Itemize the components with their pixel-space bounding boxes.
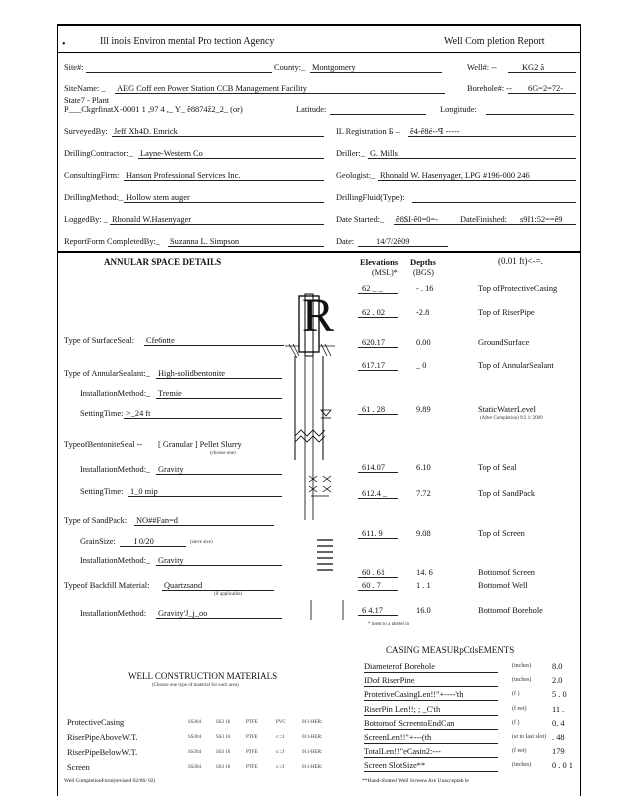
depth-value[interactable]: 1 . 1 [416, 581, 431, 590]
casing-underline [364, 715, 498, 716]
elevation-underline [358, 414, 398, 415]
footer-form: Well CompletionForm(revised 02/06/ 02) [64, 778, 156, 784]
material-option[interactable]: SS304 [188, 720, 202, 725]
material-option[interactable]: c:::J [276, 735, 285, 740]
casing-row-label: ScreenLen!!"+---(th [364, 733, 432, 742]
county-label: County:_ [274, 63, 306, 72]
report-label: ReportForm CompletedBy:_ [64, 237, 161, 246]
grain-note: (sieve size) [190, 540, 213, 545]
setting1-underline [124, 418, 282, 419]
col-elevations-sub: (MSL)* [372, 268, 398, 277]
sandpack-value[interactable]: NO##Fan=d [136, 516, 178, 525]
logged-label: LoggedBy: _ [64, 215, 108, 224]
elevation-underline [358, 498, 398, 499]
casing-row-unit: (f eet) [512, 705, 527, 712]
borehole-underline [508, 93, 576, 94]
elevation-underline [358, 538, 398, 539]
finished-value[interactable]: s9I1:52==ê9 [520, 215, 563, 224]
section-divider [57, 251, 580, 253]
casing-row-value[interactable]: 5 . 0 [552, 690, 567, 700]
elevation-underline [358, 615, 398, 616]
material-option[interactable]: c:::J [276, 765, 285, 770]
elevation-underline [358, 472, 398, 473]
casing-row-label: ProtetiveCasingLen!!"+----'th [364, 690, 464, 700]
casing-row-label: TotalLen!!"eCasin2:--- [364, 747, 441, 757]
geologist-value[interactable]: Rhonald W. Hasenyager, LPG #196-000 246 [380, 171, 530, 180]
bentonite-label: TypeofBentoniteSeal -- [64, 440, 143, 449]
casing-row-unit: (inches) [512, 663, 532, 669]
choose-note: (choose one) [210, 451, 236, 456]
install3-label: InstallationMethod:_ [80, 556, 151, 565]
sandpack-label: Type of SandPack: [64, 516, 128, 525]
report-underline [168, 246, 324, 247]
elevation-row-label: Top ofProtectiveCasing [478, 284, 558, 293]
elevation-value[interactable]: 614.07 [362, 463, 386, 472]
casing-row-value[interactable]: 8.0 [552, 662, 563, 671]
method-underline [124, 202, 324, 203]
date-value[interactable]: 14/7/2ê09 [376, 237, 410, 246]
casing-underline [364, 757, 498, 758]
surface-seal-label: Type of SurfaceSeal: [64, 336, 135, 345]
backfill-label: Typeof Backfill Material: [64, 581, 150, 590]
setting2-value[interactable]: 1_0 mip [130, 487, 158, 496]
material-option[interactable]: PTFE [246, 735, 258, 740]
install2-value[interactable]: Gravity [158, 465, 184, 474]
elevation-value[interactable]: 60 . 61 [362, 568, 386, 577]
casing-underline [364, 729, 498, 730]
elevation-underline [358, 293, 398, 294]
col-units: (0.01 ft)<-=. [498, 256, 543, 266]
material-option[interactable]: 011-HER: [302, 720, 323, 725]
dates-underline [394, 224, 576, 225]
coord-value[interactable]: -0001 1 ,97 4 ,_ Y_ ê8874ž2_2_ (or) [120, 105, 243, 114]
started-value[interactable]: ê8$I-ê0=0=- [396, 215, 438, 224]
elevation-row-label: Top of RiserPipe [478, 308, 535, 317]
annular-sealant-underline [156, 378, 282, 379]
annular-sealant-label: Type of AnnularSealant:_ [64, 369, 150, 378]
material-option[interactable]: SS304 [188, 765, 202, 770]
elevation-row-label: GroundSurface [478, 338, 530, 347]
material-option[interactable]: 011-HER: [302, 765, 323, 770]
depth-value[interactable]: 7.72 [416, 489, 431, 498]
install2-label: InstallationMethod:_ [80, 465, 151, 474]
elevation-underline [358, 590, 398, 591]
method-value[interactable]: Hollow stem auger [126, 193, 190, 202]
install3-underline [156, 565, 282, 566]
install4-value[interactable]: Gravity'J_j_oo [158, 609, 208, 618]
borehole-label: Borehole#: -- [467, 84, 512, 93]
elevation-underline [358, 317, 398, 318]
coord-label: P___CkgrfinatX [64, 105, 120, 114]
driller-label: Driller:_ [336, 149, 365, 158]
ilreg-value[interactable]: ê4-ê8é--ꟼ ----- [410, 127, 460, 136]
geologist-label: Geologist:_ [336, 171, 376, 180]
logged-underline [110, 224, 324, 225]
elevation-underline [358, 577, 398, 578]
started-label: Date Started:_ [336, 215, 385, 224]
material-row-label: Screen [67, 763, 90, 772]
elevation-value[interactable]: 617.17 [362, 361, 386, 370]
elevation-row-label: StaticWaterLevel [478, 405, 536, 414]
driller-underline [368, 158, 576, 159]
elevation-underline [358, 347, 398, 348]
material-row-label: ProtectiveCasing [67, 718, 125, 727]
casing-title: CASING MEASURpCtlsEMENTS [386, 645, 515, 655]
consulting-label: ConsultingFirm: [64, 171, 120, 180]
surface-seal-underline [144, 345, 284, 346]
consulting-underline [124, 180, 324, 181]
county-underline [310, 72, 442, 73]
geologist-underline [378, 180, 576, 181]
ilreg-label: IL Registration Б – [336, 127, 400, 136]
logged-value[interactable]: Rhonald W.Hasenyager [112, 215, 192, 224]
casing-row-value[interactable]: 179 [552, 747, 565, 757]
bentonite-options[interactable]: [ Granular ] Pellet Slurry [158, 440, 242, 449]
elevation-underline [358, 370, 398, 371]
method-label: DrillingMethod:_ [64, 193, 124, 202]
casing-row-value[interactable]: 0. 4 [552, 718, 565, 728]
install2-underline [156, 474, 282, 475]
material-option[interactable]: SS3 16 [216, 765, 231, 770]
diagram-letter: R [302, 289, 335, 342]
material-option[interactable]: SS304 [188, 735, 202, 740]
backfill-note: (if applicable) [214, 592, 243, 597]
grain-underline [120, 546, 186, 547]
elevation-value[interactable]: 60 . 7 [362, 581, 381, 590]
depth-value[interactable]: 14. 6 [416, 568, 433, 577]
casing-row-label: RiserPin Len!!; ; _C'th [364, 704, 441, 714]
date-label: Date: [336, 237, 355, 246]
longitude-field[interactable] [486, 114, 574, 115]
casing-row-unit: (inches) [512, 762, 532, 769]
elevation-footnote: * inent to a tatetel in [368, 622, 409, 627]
material-option[interactable]: SS3 16 [216, 720, 231, 725]
fluid-field[interactable] [412, 202, 576, 203]
depth-value[interactable]: - . 16 [416, 284, 434, 293]
depth-value[interactable]: 9.08 [416, 529, 431, 538]
depth-value[interactable]: 9.89 [416, 405, 431, 414]
setting1-label: SettingTime: [80, 409, 124, 418]
setting2-label: SettingTime: [80, 487, 124, 496]
setting2-underline [128, 496, 282, 497]
finished-label: DateFinished: [460, 215, 507, 224]
sitename-value[interactable]: AEG Coff een Power Station CCB Management Facility [117, 84, 307, 93]
material-option[interactable]: PTFE [246, 720, 258, 725]
elevation-value[interactable]: 62 _ _ [362, 284, 383, 293]
backfill-value[interactable]: Quartzsand [164, 581, 203, 590]
casing-row-label: Bottomof ScreentoEndCan [364, 718, 455, 728]
longitude-label: Longitude: [440, 105, 477, 114]
install1-underline [156, 398, 282, 399]
install3-value[interactable]: Gravity [158, 556, 184, 565]
header-divider [57, 52, 580, 53]
casing-row-unit: (f ) [512, 719, 520, 726]
material-option[interactable]: SS3 16 [216, 750, 231, 755]
surveyed-label: SurveyedBy: [64, 127, 108, 136]
casing-row-value[interactable]: 11 . [552, 704, 565, 714]
form-report-title: Well Com pletion Report [444, 36, 545, 47]
surveyed-underline [112, 136, 324, 137]
fluid-label: DrillingFluid(Type): [336, 193, 405, 202]
elevation-value[interactable]: 61 . 28 [362, 405, 386, 414]
material-option[interactable]: SS3 16 [216, 735, 231, 740]
elevation-row-label: Bottomof Borehole [478, 606, 543, 615]
materials-subtitle: (Choose one type of material for each area) [152, 683, 239, 688]
elevation-row-label: Top of Screen [478, 529, 525, 538]
latitude-field[interactable] [330, 114, 426, 115]
elevation-value[interactable]: 611. 9 [362, 529, 383, 538]
annular-sealant-value[interactable]: High-solidbentonite [158, 369, 225, 378]
install4-label: InstallationMethod: [80, 609, 147, 618]
casing-row-value[interactable]: . 48 [552, 733, 565, 742]
casing-row-unit: (f eet) [512, 748, 527, 755]
well-underline [508, 72, 576, 73]
grain-value[interactable]: I 0/20 [134, 537, 154, 546]
surveyed-value[interactable]: Jeff Xh4D. Emrick [114, 127, 178, 136]
elevation-value[interactable]: 620.17 [362, 338, 386, 347]
state-label: State7 - Plant [64, 96, 110, 105]
site-field[interactable] [86, 72, 272, 73]
driller-value[interactable]: G. Mills [370, 149, 398, 158]
sitename-label: SiteName: _ [64, 84, 106, 93]
backfill-underline [162, 590, 274, 591]
bullet: • [62, 39, 66, 50]
col-depths-sub: (BGS) [413, 268, 434, 277]
site-label: Site#: [64, 63, 84, 72]
elevation-row-label: Top of Seal [478, 463, 517, 472]
depth-value[interactable]: 0.00 [416, 338, 431, 347]
contractor-label: DrillingContractor:_ [64, 149, 133, 158]
material-option[interactable]: PVC [276, 720, 286, 725]
material-option[interactable]: 011-HER: [302, 750, 323, 755]
materials-title: WELL CONSTRUCTION MATERIALS [128, 671, 278, 681]
casing-underline [364, 700, 498, 701]
col-depths: Depths [410, 257, 436, 267]
annular-title: ANNULAR SPACE DETAILS [104, 257, 222, 267]
surface-seal-value[interactable]: Cfe6ntte [146, 336, 175, 345]
borehole-value[interactable]: 6G=2=72- [528, 84, 564, 93]
elevation-value[interactable]: 62 . 02 [362, 308, 386, 317]
casing-underline [364, 672, 498, 673]
footer-note: **Hand-Slotted Well Screens Are Unacceptab le [362, 778, 469, 784]
sandpack-underline [134, 525, 274, 526]
well-label: Well#: -- [467, 63, 497, 72]
material-option[interactable]: 011-HER: [302, 735, 323, 740]
depth-value[interactable]: _ 0 [416, 361, 427, 370]
material-option[interactable]: SS304 [188, 750, 202, 755]
casing-row-value[interactable]: 0 . 0 1 [552, 761, 573, 771]
well-value[interactable]: KG2 ã [522, 63, 545, 72]
elevation-row-label: Top of AnnularSealant [478, 361, 554, 370]
setting1-value[interactable]: >_24 ft [126, 409, 151, 418]
casing-row-label: Diameterof Borehole [364, 662, 435, 671]
col-elevations: Elevations [360, 257, 399, 267]
material-option[interactable]: PTFE [246, 750, 258, 755]
casing-row-label: Screen SlotSize** [364, 761, 426, 771]
consulting-value[interactable]: Hanson Professional Services Inc. [126, 171, 241, 180]
county-value[interactable]: Montgomery [312, 63, 356, 72]
install4-underline [156, 618, 282, 619]
casing-row-unit: (st to last slot) [512, 734, 547, 740]
latitude-label: Latitude: [296, 105, 327, 114]
material-option[interactable]: c:::J [276, 750, 285, 755]
elevation-row-label: Bottomof Screen [478, 568, 535, 577]
elevation-row-label: Bottomof Well [478, 581, 528, 590]
ilreg-underline [408, 136, 576, 137]
install1-value[interactable]: Tremie [158, 389, 182, 398]
material-row-label: RiserPipeAboveW.T. [67, 733, 138, 742]
elevation-value[interactable]: 6 4.17 [362, 606, 383, 615]
install1-label: InstallationMethod:_ [80, 389, 151, 398]
depth-value[interactable]: 6.10 [416, 463, 431, 472]
depth-value[interactable]: 16.0 [416, 606, 431, 615]
contractor-underline [138, 158, 324, 159]
contractor-value[interactable]: Layne-Western Co [140, 149, 203, 158]
material-option[interactable]: PTFE [246, 765, 258, 770]
sitename-underline [115, 93, 445, 94]
casing-underline [364, 686, 498, 687]
elevation-row-label: Top of SandPack [478, 489, 536, 498]
form-agency-title: Ill inois Environ mental Pro tection Agency [100, 36, 275, 47]
elevation-value[interactable]: 612.4 _ [362, 489, 388, 498]
casing-row-label: IDof RiserPine [364, 676, 415, 686]
casing-row-unit: (inches) [512, 677, 532, 684]
material-row-label: RiserPipeBelowW.T. [67, 748, 138, 757]
date-underline [358, 246, 448, 247]
report-value[interactable]: Suzanna L. Simpson [170, 237, 240, 246]
grain-label: GrainSize: [80, 537, 116, 546]
casing-row-value[interactable]: 2.0 [552, 676, 563, 686]
casing-row-unit: (f ) [512, 691, 520, 698]
static-water-note: (After Completion) 9/2 1/ 2009 [480, 416, 543, 421]
casing-underline [364, 771, 498, 772]
casing-underline [364, 743, 498, 744]
depth-value[interactable]: -2.8 [416, 308, 430, 317]
